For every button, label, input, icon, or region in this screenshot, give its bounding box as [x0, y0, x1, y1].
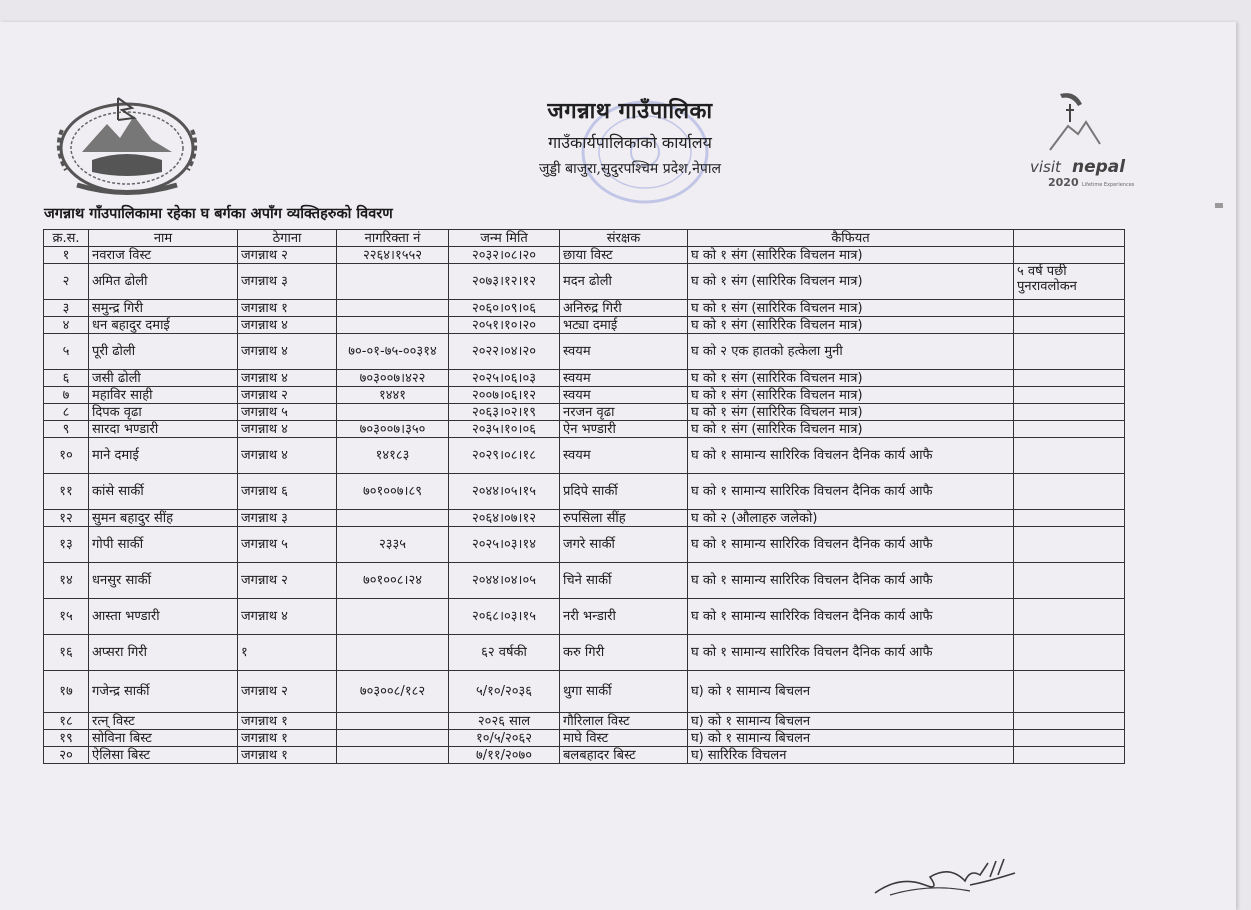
- cell-name: ऐलिसा बिस्ट: [89, 747, 238, 764]
- cell-guardian: स्वयम: [560, 334, 688, 370]
- cell-address: जगन्नाथ ५: [238, 527, 337, 563]
- table-row: [44, 747, 1125, 764]
- cell-guardian: रुपसिला सींह: [560, 510, 688, 527]
- cell-remarks: घ को १ सामान्य सारिरिक विचलन दैनिक कार्य आफै: [688, 438, 1014, 474]
- table-row: [44, 713, 1125, 730]
- cell-citizenship: [337, 264, 449, 300]
- cell-serial: २: [44, 264, 89, 300]
- cell-remarks: घ को १ सामान्य सारिरिक विचलन दैनिक कार्य आफै: [688, 599, 1014, 635]
- cell-citizenship: [337, 635, 449, 671]
- table-row: [44, 527, 1125, 563]
- cell-name: नवराज विस्ट: [89, 247, 238, 264]
- cell-serial: १६: [44, 635, 89, 671]
- cell-guardian: करु गिरी: [560, 635, 688, 671]
- cell-guardian: अनिरुद्र गिरी: [560, 300, 688, 317]
- cell-serial: ६: [44, 370, 89, 387]
- cell-extra: [1014, 599, 1125, 635]
- cell-address: जगन्नाथ ४: [238, 370, 337, 387]
- col-header-guardian: संरक्षक: [560, 230, 688, 247]
- cell-serial: १७: [44, 671, 89, 713]
- cell-address: जगन्नाथ ४: [238, 421, 337, 438]
- cell-dob: २०७३।१२।१२: [449, 264, 560, 300]
- cell-address: जगन्नाथ ४: [238, 438, 337, 474]
- cell-remarks: घ) को १ सामान्य बिचलन: [688, 713, 1014, 730]
- cell-name: दिपक वृढा: [89, 404, 238, 421]
- cell-serial: ११: [44, 474, 89, 510]
- cell-citizenship: २३३५: [337, 527, 449, 563]
- cell-dob: ५/१०/२०३६: [449, 671, 560, 713]
- cell-serial: १३: [44, 527, 89, 563]
- cell-extra: [1014, 247, 1125, 264]
- cell-guardian: भट्या दमाई: [560, 317, 688, 334]
- cell-serial: १४: [44, 563, 89, 599]
- cell-citizenship: [337, 747, 449, 764]
- cell-remarks: घ को १ संग (सारिरिक विचलन मात्र): [688, 300, 1014, 317]
- cell-guardian: ऐन भण्डारी: [560, 421, 688, 438]
- cell-dob: २०२६ साल: [449, 713, 560, 730]
- col-header-name: नाम: [89, 230, 238, 247]
- cell-address: जगन्नाथ ५: [238, 404, 337, 421]
- table-row: [44, 387, 1125, 404]
- cell-name: माने दमाई: [89, 438, 238, 474]
- cell-guardian: स्वयम: [560, 438, 688, 474]
- municipality-title: जगन्नाथ गाउँपालिका: [547, 98, 713, 124]
- cell-dob: २००७।०६।१२: [449, 387, 560, 404]
- cell-dob: १०/५/२०६२: [449, 730, 560, 747]
- cell-serial: ५: [44, 334, 89, 370]
- document-title: जगन्नाथ गाँउपालिकामा रहेका घ बर्गका अपाँग व्यक्तिहरुको विवरण: [44, 206, 393, 222]
- cell-citizenship: [337, 404, 449, 421]
- cell-extra: [1014, 404, 1125, 421]
- table-row: [44, 599, 1125, 635]
- cell-extra: [1014, 713, 1125, 730]
- cell-citizenship: १४४१: [337, 387, 449, 404]
- table-row: [44, 421, 1125, 438]
- cell-name: रत्न् विस्ट: [89, 713, 238, 730]
- cell-dob: २०२५।०६।०३: [449, 370, 560, 387]
- table-row: [44, 730, 1125, 747]
- cell-dob: २०६३।०२।१९: [449, 404, 560, 421]
- cell-guardian: प्रदिपे सार्की: [560, 474, 688, 510]
- cell-remarks: घ को १ संग (सारिरिक विचलन मात्र): [688, 247, 1014, 264]
- cell-serial: ८: [44, 404, 89, 421]
- cell-citizenship: ७०३००८/१८२: [337, 671, 449, 713]
- col-header-address: ठेगाना: [238, 230, 337, 247]
- cell-citizenship: १४१८३: [337, 438, 449, 474]
- visit-logo-word1: visit: [1030, 158, 1061, 176]
- cell-guardian: बलबहादर बिस्ट: [560, 747, 688, 764]
- cell-remarks: घ) को १ सामान्य बिचलन: [688, 730, 1014, 747]
- cell-serial: १२: [44, 510, 89, 527]
- table-row: [44, 563, 1125, 599]
- cell-serial: १९: [44, 730, 89, 747]
- cell-name: महाविर साही: [89, 387, 238, 404]
- table-body: [44, 247, 1125, 764]
- cell-serial: १०: [44, 438, 89, 474]
- visit-logo-word2: nepal: [1072, 157, 1126, 177]
- table-header-row: [44, 230, 1125, 247]
- cell-address: जगन्नाथ ४: [238, 334, 337, 370]
- visit-logo-tagline: Lifetime Experiences: [1082, 182, 1135, 188]
- cell-address: जगन्नाथ ३: [238, 510, 337, 527]
- cell-citizenship: [337, 599, 449, 635]
- cell-extra: [1014, 421, 1125, 438]
- cell-address: जगन्नाथ २: [238, 671, 337, 713]
- cell-address: जगन्नाथ २: [238, 563, 337, 599]
- cell-extra: [1014, 317, 1125, 334]
- cell-serial: १५: [44, 599, 89, 635]
- cell-serial: १८: [44, 713, 89, 730]
- cell-dob: २०२९।०८।१८: [449, 438, 560, 474]
- cell-guardian: जगरे सार्की: [560, 527, 688, 563]
- cell-address: जगन्नाथ २: [238, 387, 337, 404]
- cell-citizenship: ७०-०१-७५-००३१४: [337, 334, 449, 370]
- cell-extra: [1014, 387, 1125, 404]
- table-row: [44, 300, 1125, 317]
- visit-nepal-logo: [1020, 92, 1150, 192]
- disability-register-table: [43, 229, 1125, 764]
- cell-address: जगन्नाथ ४: [238, 599, 337, 635]
- cell-dob: २०६८।०३।१५: [449, 599, 560, 635]
- cell-guardian: स्वयम: [560, 387, 688, 404]
- cell-citizenship: ७०१००७।८९: [337, 474, 449, 510]
- cell-extra: [1014, 635, 1125, 671]
- cell-dob: ७/११/२०७०: [449, 747, 560, 764]
- table-row: [44, 635, 1125, 671]
- cell-serial: ९: [44, 421, 89, 438]
- cell-guardian: स्वयम: [560, 370, 688, 387]
- cell-citizenship: [337, 317, 449, 334]
- cell-name: कांसे सार्की: [89, 474, 238, 510]
- cell-name: आस्ता भण्डारी: [89, 599, 238, 635]
- col-header-dob: जन्म मिति: [449, 230, 560, 247]
- cell-address: जगन्नाथ २: [238, 247, 337, 264]
- cell-extra: [1014, 747, 1125, 764]
- cell-dob: २०३५।१०।०६: [449, 421, 560, 438]
- col-header-citizenship: नागरिक्ता नं: [337, 230, 449, 247]
- cell-extra: [1014, 510, 1125, 527]
- table-row: [44, 334, 1125, 370]
- visit-logo-year: 2020: [1048, 176, 1079, 189]
- cell-extra: [1014, 474, 1125, 510]
- cell-address: १: [238, 635, 337, 671]
- cell-name: अप्सरा गिरी: [89, 635, 238, 671]
- cell-extra: [1014, 730, 1125, 747]
- cell-name: सुमन बहादुर सींह: [89, 510, 238, 527]
- table-row: [44, 474, 1125, 510]
- table-row: [44, 510, 1125, 527]
- cell-serial: ४: [44, 317, 89, 334]
- cell-name: गजेन्द्र सार्की: [89, 671, 238, 713]
- cell-extra: [1014, 334, 1125, 370]
- scan-mark: [1215, 203, 1223, 208]
- table-row: [44, 671, 1125, 713]
- cell-citizenship: [337, 300, 449, 317]
- cell-remarks: घ को १ सामान्य सारिरिक विचलन दैनिक कार्य आफै: [688, 563, 1014, 599]
- cell-address: जगन्नाथ १: [238, 713, 337, 730]
- cell-serial: २०: [44, 747, 89, 764]
- cell-remarks: घ को १ सामान्य सारिरिक विचलन दैनिक कार्य आफै: [688, 635, 1014, 671]
- cell-citizenship: ७०१००८।२४: [337, 563, 449, 599]
- table-row: [44, 404, 1125, 421]
- cell-remarks: घ को १ संग (सारिरिक विचलन मात्र): [688, 317, 1014, 334]
- cell-extra: ५ वर्ष पछी पुनरावलोकन: [1014, 264, 1125, 300]
- cell-remarks: घ को २ एक हातको हत्केला मुनी: [688, 334, 1014, 370]
- cell-guardian: नरी भन्डारी: [560, 599, 688, 635]
- cell-dob: २०२२।०४।२०: [449, 334, 560, 370]
- cell-remarks: घ को १ संग (सारिरिक विचलन मात्र): [688, 370, 1014, 387]
- cell-remarks: घ को २ (औलाहरु जलेको): [688, 510, 1014, 527]
- cell-extra: [1014, 671, 1125, 713]
- cell-dob: २०५१।१०।२०: [449, 317, 560, 334]
- government-emblem: [52, 90, 202, 200]
- letterhead: [440, 95, 820, 178]
- cell-dob: २०६४।०७।१२: [449, 510, 560, 527]
- table-row: [44, 264, 1125, 300]
- cell-citizenship: ७०३००७।४२२: [337, 370, 449, 387]
- cell-extra: [1014, 370, 1125, 387]
- cell-name: सारदा भण्डारी: [89, 421, 238, 438]
- table-row: [44, 370, 1125, 387]
- cell-name: अमित ढोली: [89, 264, 238, 300]
- cell-name: पूरी ढोली: [89, 334, 238, 370]
- office-name: गाउँकार्यपालिकाको कार्यालय: [548, 133, 712, 152]
- col-header-remarks: कैफियत: [688, 230, 1014, 247]
- cell-serial: ३: [44, 300, 89, 317]
- cell-remarks: घ) को १ सामान्य बिचलन: [688, 671, 1014, 713]
- cell-citizenship: २२६४।१५५२: [337, 247, 449, 264]
- cell-name: धनसुर सार्की: [89, 563, 238, 599]
- cell-dob: २०२५।०३।१४: [449, 527, 560, 563]
- cell-address: जगन्नाथ १: [238, 730, 337, 747]
- cell-remarks: घ को १ सामान्य सारिरिक विचलन दैनिक कार्य आफै: [688, 527, 1014, 563]
- cell-remarks: घ) सारिरिक विचलन: [688, 747, 1014, 764]
- cell-address: जगन्नाथ १: [238, 300, 337, 317]
- cell-dob: २०६०।०९।०६: [449, 300, 560, 317]
- cell-guardian: छाया विस्ट: [560, 247, 688, 264]
- cell-dob: ६२ वर्षकी: [449, 635, 560, 671]
- cell-dob: २०४४।०४।०५: [449, 563, 560, 599]
- table-row: [44, 317, 1125, 334]
- cell-address: जगन्नाथ ४: [238, 317, 337, 334]
- cell-guardian: थुगा सार्की: [560, 671, 688, 713]
- cell-remarks: घ को १ संग (सारिरिक विचलन मात्र): [688, 387, 1014, 404]
- table-row: [44, 247, 1125, 264]
- cell-citizenship: [337, 730, 449, 747]
- cell-address: जगन्नाथ ६: [238, 474, 337, 510]
- cell-guardian: नरजन वृढा: [560, 404, 688, 421]
- office-address: जुड्डी बाजुरा,सुदुरपश्चिम प्रदेश,नेपाल: [539, 161, 721, 177]
- cell-remarks: घ को १ संग (सारिरिक विचलन मात्र): [688, 264, 1014, 300]
- cell-address: जगन्नाथ ३: [238, 264, 337, 300]
- cell-name: सोविना बिस्ट: [89, 730, 238, 747]
- cell-name: धन बहादुर दमाई: [89, 317, 238, 334]
- cell-extra: [1014, 300, 1125, 317]
- cell-citizenship: [337, 713, 449, 730]
- cell-name: गोपी सार्की: [89, 527, 238, 563]
- cell-extra: [1014, 527, 1125, 563]
- cell-serial: १: [44, 247, 89, 264]
- cell-guardian: चिने सार्की: [560, 563, 688, 599]
- cell-remarks: घ को १ संग (सारिरिक विचलन मात्र): [688, 404, 1014, 421]
- cell-name: जसी ढोली: [89, 370, 238, 387]
- cell-name: समुन्द्र गिरी: [89, 300, 238, 317]
- cell-address: जगन्नाथ १: [238, 747, 337, 764]
- cell-citizenship: ७०३००७।३५०: [337, 421, 449, 438]
- cell-serial: ७: [44, 387, 89, 404]
- cell-dob: २०३२।०८।२०: [449, 247, 560, 264]
- cell-dob: २०४४।०५।१५: [449, 474, 560, 510]
- cell-remarks: घ को १ सामान्य सारिरिक विचलन दैनिक कार्य आफै: [688, 474, 1014, 510]
- col-header-extra: [1014, 230, 1125, 247]
- cell-remarks: घ को १ संग (सारिरिक विचलन मात्र): [688, 421, 1014, 438]
- handwritten-signature: [870, 855, 1020, 900]
- cell-guardian: गौरिलाल विस्ट: [560, 713, 688, 730]
- cell-extra: [1014, 438, 1125, 474]
- cell-citizenship: [337, 510, 449, 527]
- cell-guardian: मदन ढोली: [560, 264, 688, 300]
- cell-guardian: माघे विस्ट: [560, 730, 688, 747]
- table-row: [44, 438, 1125, 474]
- cell-extra: [1014, 563, 1125, 599]
- col-header-serial: क्र.स.: [44, 230, 89, 247]
